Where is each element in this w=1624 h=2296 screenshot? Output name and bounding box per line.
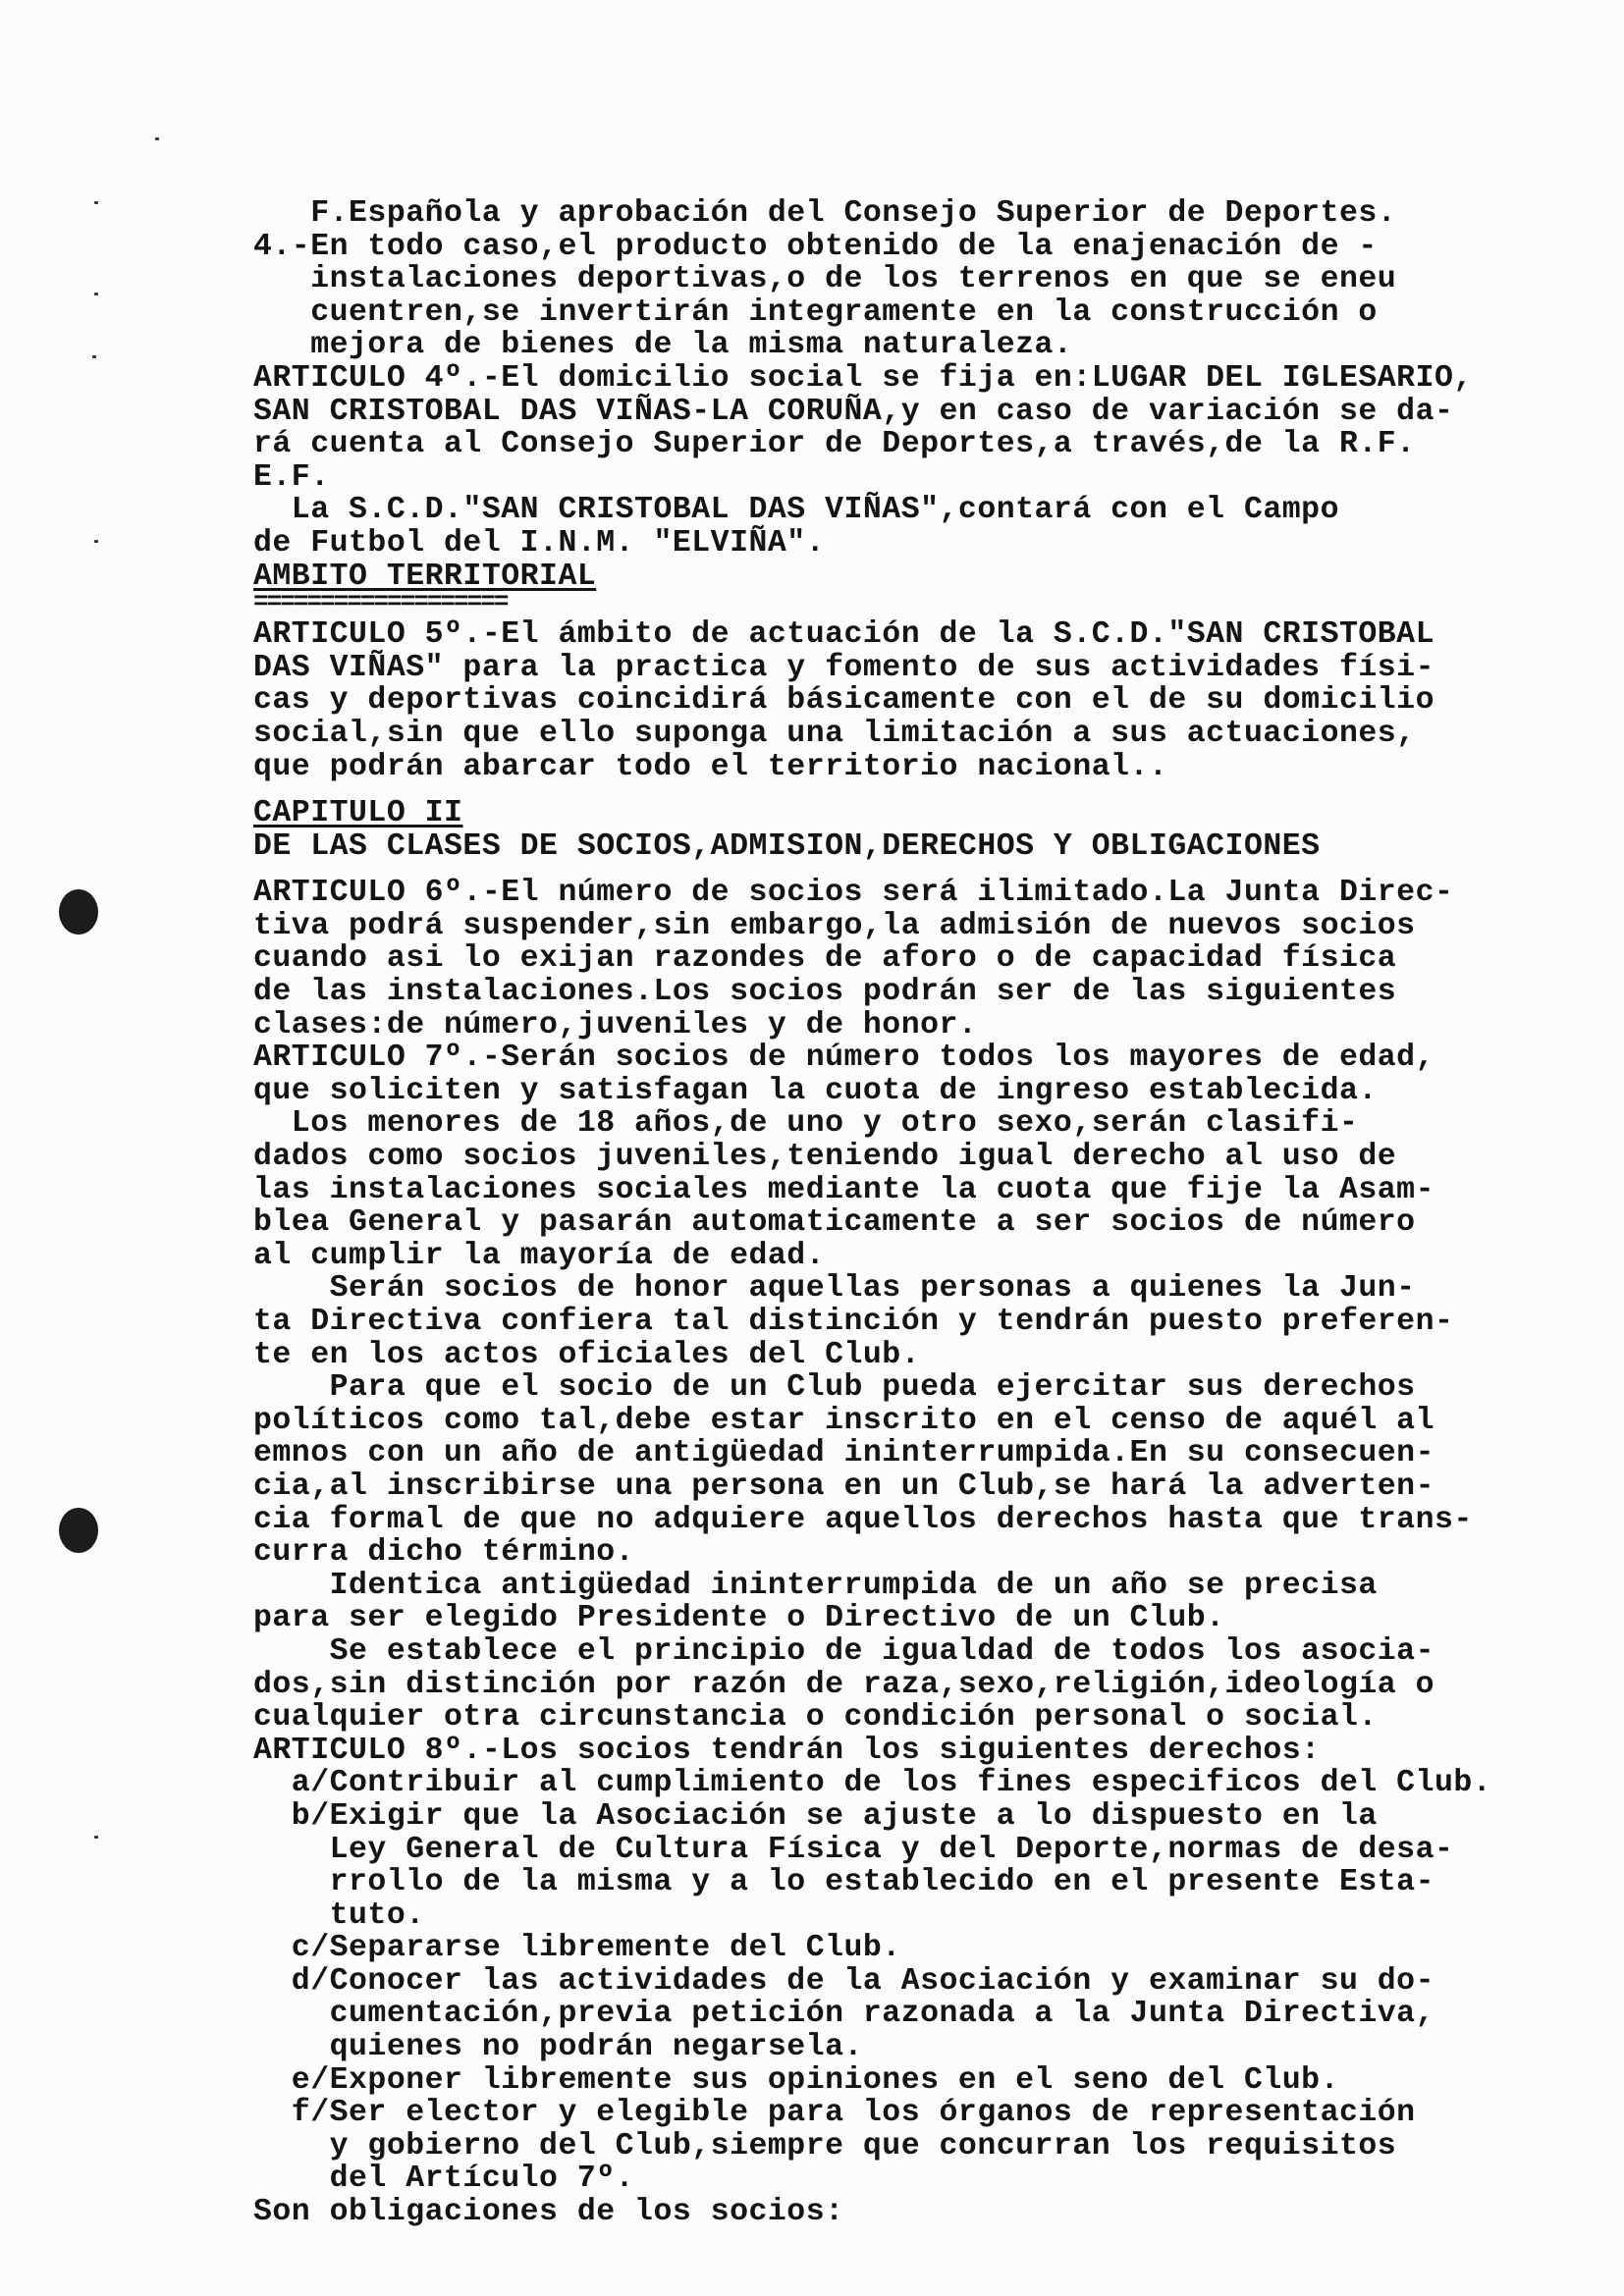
text-line: rá cuenta al Consejo Superior de Deportes,a través,de la R.F. bbox=[253, 427, 1416, 462]
text-line: cumentación,previa petición razonada a la Junta Directiva, bbox=[253, 1997, 1435, 2032]
typed-text-block bbox=[253, 197, 1598, 2229]
text-line: del Artículo 7º. bbox=[253, 2162, 635, 2197]
speck bbox=[94, 540, 98, 543]
text-line: cia formal de que no adquiere aquellos derechos hasta que trans- bbox=[253, 1502, 1473, 1537]
text-line: y gobierno del Club,siempre que concurran los requisitos bbox=[253, 2128, 1397, 2163]
text-line: social,sin que ello suponga una limitación a sus actuaciones, bbox=[253, 716, 1416, 751]
text-line: Los menores de 18 años,de uno y otro sexo,serán clasifi- bbox=[253, 1106, 1359, 1142]
text-line: rrollo de la misma y a lo establecido en el presente Esta- bbox=[253, 1865, 1435, 1900]
text-line: E.F. bbox=[253, 459, 330, 495]
text-line: cas y deportivas coincidirá básicamente con el de su domicilio bbox=[253, 683, 1435, 719]
punch-hole-upper bbox=[59, 889, 98, 934]
text-line: de Futbol del I.N.M. "ELVIÑA". bbox=[253, 525, 826, 561]
text-line: que soliciten y satisfagan la cuota de ingreso establecida. bbox=[253, 1073, 1378, 1108]
text-line: mejora de bienes de la misma naturaleza. bbox=[253, 328, 1073, 363]
speck bbox=[94, 293, 98, 295]
text-line: Ley General de Cultura Física y del Deporte,normas de desa- bbox=[253, 1832, 1454, 1867]
text-line: 4.-En todo caso,el producto obtenido de la enajenación de - bbox=[253, 229, 1378, 264]
chapter-heading: CAPITULO II bbox=[253, 796, 463, 831]
text-line: las instalaciones sociales mediante la cuota que fije la Asam- bbox=[253, 1172, 1435, 1207]
text-line: políticos como tal,debe estar inscrito en el censo de aquél al bbox=[253, 1403, 1435, 1438]
section-heading: AMBITO TERRITORIAL bbox=[253, 559, 597, 594]
text-line: dados como socios juveniles,teniendo igual derecho al uso de bbox=[253, 1140, 1397, 1175]
text-line: c/Separarse libremente del Club. bbox=[253, 1931, 901, 1966]
text-line: te en los actos oficiales del Club. bbox=[253, 1337, 921, 1372]
text-line: La S.C.D."SAN CRISTOBAL DAS VIÑAS",contará con el Campo bbox=[253, 493, 1339, 528]
text-line: cualquier otra circunstancia o condición personal o social. bbox=[253, 1700, 1378, 1735]
text-line: clases:de número,juveniles y de honor. bbox=[253, 1007, 978, 1042]
text-line: F.Española y aprobación del Consejo Superior de Deportes. bbox=[253, 196, 1397, 231]
text-line: dos,sin distinción por razón de raza,sexo,religión,ideología o bbox=[253, 1667, 1435, 1702]
text-line: tiva podrá suspender,sin embargo,la admisión de nuevos socios bbox=[253, 908, 1416, 943]
text-line: Serán socios de honor aquellas personas a quienes la Jun- bbox=[253, 1271, 1416, 1307]
speck bbox=[94, 201, 98, 204]
text-line: Son obligaciones de los socios: bbox=[253, 2195, 844, 2230]
text-line: d/Conocer las actividades de la Asociación y examinar su do- bbox=[253, 1963, 1435, 1999]
speck bbox=[92, 355, 96, 358]
text-line: ARTICULO 4º.-El domicilio social se fija en:LUGAR DEL IGLESARIO, bbox=[253, 360, 1473, 396]
text-line: cia,al inscribirse una persona en un Club,se hará la adverten- bbox=[253, 1468, 1435, 1504]
text-line: DAS VIÑAS" para la practica y fomento de sus actividades físi- bbox=[253, 650, 1435, 685]
text-line: b/Exigir que la Asociación se ajuste a lo dispuesto en la bbox=[253, 1798, 1378, 1834]
text-line: a/Contribuir al cumplimiento de los fines especificos del Club. bbox=[253, 1766, 1492, 1801]
text-line: ARTICULO 8º.-Los socios tendrán los siguientes derechos: bbox=[253, 1733, 1321, 1768]
text-line: curra dicho término. bbox=[253, 1535, 635, 1571]
text-line: e/Exponer libremente sus opiniones en el seno del Club. bbox=[253, 2062, 1339, 2098]
speck bbox=[94, 1836, 98, 1839]
text-line: cuentren,se invertirán integramente en la construcción o bbox=[253, 294, 1378, 330]
text-line: que podrán abarcar todo el territorio nacional.. bbox=[253, 749, 1168, 784]
speck bbox=[155, 137, 159, 140]
text-line: ta Directiva confiera tal distinción y tendrán puesto preferen- bbox=[253, 1305, 1454, 1339]
text-line: quienes no podrán negarsela. bbox=[253, 2030, 863, 2065]
text-line: de las instalaciones.Los socios podrán ser de las siguientes bbox=[253, 975, 1397, 1010]
text-line: blea General y pasarán automaticamente a ser socios de número bbox=[253, 1205, 1416, 1241]
text-line: ARTICULO 6º.-El número de socios será ilimitado.La Junta Direc- bbox=[253, 876, 1454, 911]
text-line: para ser elegido Presidente o Directivo de un Club. bbox=[253, 1601, 1225, 1636]
text-line: ARTICULO 5º.-El ámbito de actuación de la S.C.D."SAN CRISTOBAL bbox=[253, 617, 1435, 653]
heading-rule: =================== bbox=[253, 593, 508, 612]
text-line: Se establece el principio de igualdad de todos los asocia- bbox=[253, 1633, 1435, 1669]
text-line: tuto. bbox=[253, 1897, 425, 1933]
text-line: ARTICULO 7º.-Serán socios de número todos los mayores de edad, bbox=[253, 1041, 1435, 1076]
punch-hole-lower bbox=[59, 1508, 98, 1553]
text-line: cuando asi lo exijan razondes de aforo o de capacidad física bbox=[253, 941, 1397, 977]
chapter-subheading: DE LAS CLASES DE SOCIOS,ADMISION,DERECHOS Y OBLIGACIONES bbox=[253, 828, 1321, 864]
text-line: instalaciones deportivas,o de los terrenos en que se eneu bbox=[253, 262, 1397, 297]
text-line: Para que el socio de un Club pueda ejercitar sus derechos bbox=[253, 1370, 1416, 1406]
text-line: emnos con un año de antigüedad ininterrumpida.En su consecuen- bbox=[253, 1436, 1435, 1471]
text-line: f/Ser elector y elegible para los órganos de representación bbox=[253, 2096, 1416, 2131]
text-line: Identica antigüedad ininterrumpida de un año se precisa bbox=[253, 1568, 1378, 1603]
text-line: al cumplir la mayoría de edad. bbox=[253, 1238, 826, 1273]
text-line: SAN CRISTOBAL DAS VIÑAS-LA CORUÑA,y en caso de variación se da- bbox=[253, 394, 1454, 429]
